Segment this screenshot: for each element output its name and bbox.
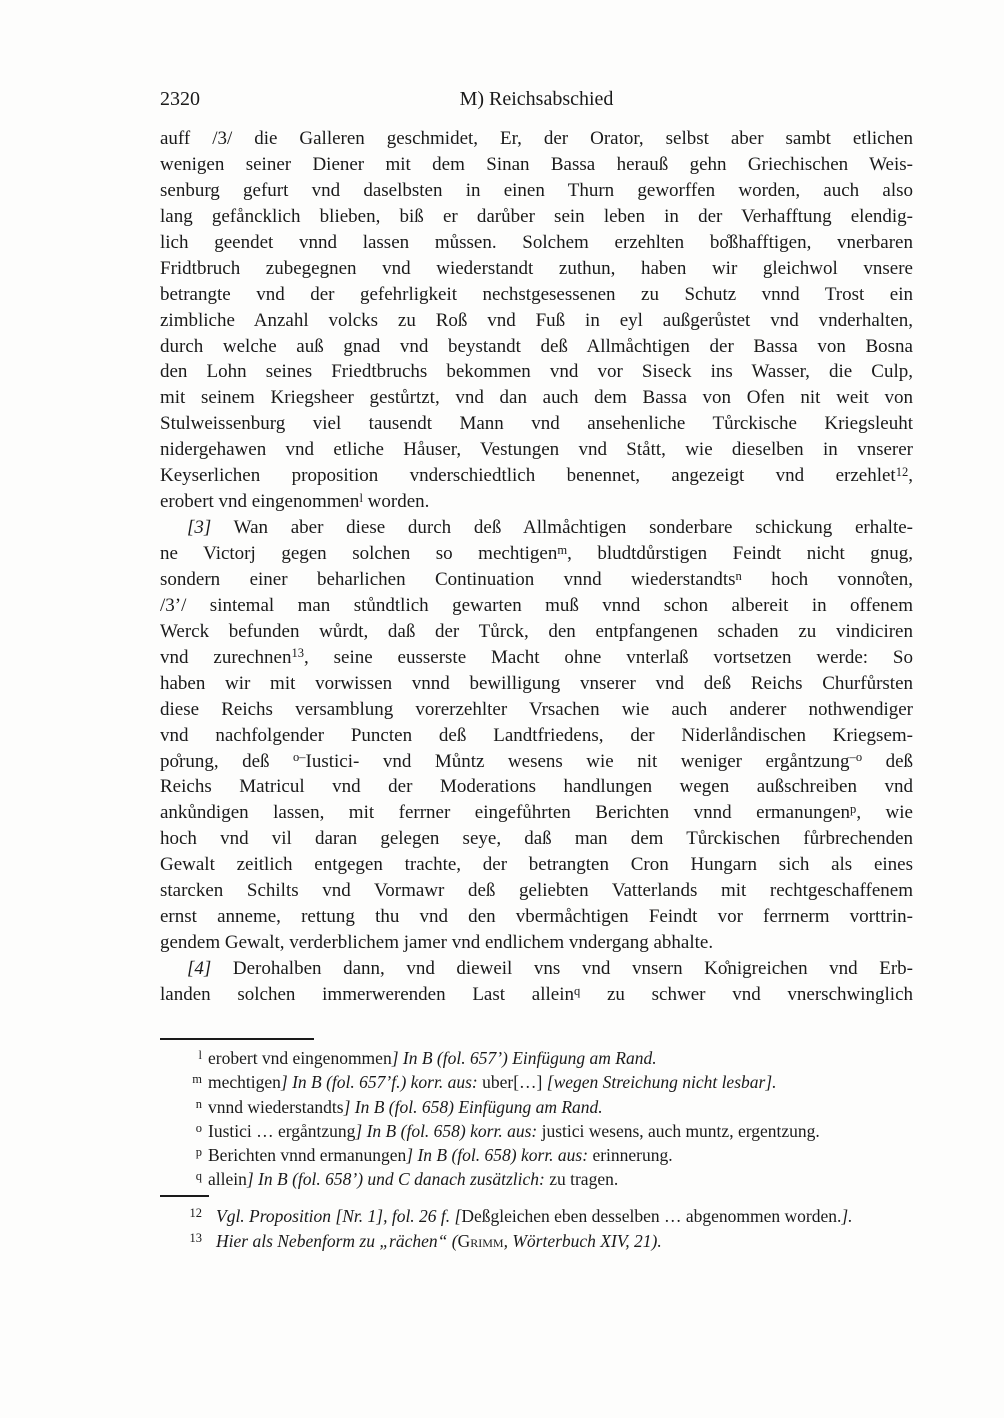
text-line <box>160 956 913 982</box>
text-line <box>160 515 913 541</box>
text-segment: Keyserlichen proposition vnderschiedtlich benennet, angezeigt vnd erzehlet <box>160 465 896 487</box>
text-line <box>160 541 913 567</box>
footnote <box>160 1070 913 1094</box>
text-line <box>160 152 913 178</box>
text-segment: n <box>735 568 742 583</box>
text-segment: auff /3/ die Galleren geschmidet, Er, der Orator, selbst aber sambt etlichen <box>160 128 913 149</box>
text-segment: Hier als Nebenform zu „rächen“ ( <box>216 1231 458 1252</box>
text-segment: p <box>850 802 857 817</box>
text-segment: Reichs Matricul vnd der Moderations handlungen wegen außschreiben vnd <box>160 776 913 798</box>
footnote <box>160 1167 913 1191</box>
text-segment: Grimm <box>457 1231 504 1252</box>
footnote-marker: l <box>198 1048 202 1062</box>
numbered-footnotes <box>160 1204 913 1254</box>
text-segment: Iustici … ergåntzung <box>208 1120 356 1141</box>
text-line <box>160 878 913 904</box>
text-segment: uber[…] <box>482 1072 547 1093</box>
text-segment: hoch vonno̊ten, <box>741 568 914 590</box>
page-number: 2320 <box>160 88 200 110</box>
text-segment: den Lohn seines Friedtbruchs bekommen vnd vor Siseck ins Wasser, die Culp, <box>160 361 913 383</box>
footnote-marker: m <box>192 1072 202 1087</box>
footnote-marker: q <box>195 1169 202 1184</box>
text-line <box>160 645 913 671</box>
text-segment: ] In B (fol. 658) korr. aus: <box>355 1120 542 1141</box>
text-segment: , bludtdůrstigen Feindt nicht gnug, <box>567 543 913 564</box>
text-segment: Deßgleichen eben desselben … abgenommen worden. <box>461 1206 842 1226</box>
text-line <box>160 982 913 1008</box>
text-line <box>160 852 913 878</box>
text-segment: [4] <box>187 958 212 979</box>
text-segment: haben wir mit vorwissen vnnd bewilligung vnserer vnd deß Reichs Churfůrsten <box>160 672 913 694</box>
text-segment: vnd zurechnen <box>160 646 292 668</box>
text-segment: vnnd wiederstandts <box>208 1096 344 1117</box>
text-line <box>160 904 913 930</box>
text-line <box>160 800 913 826</box>
text-line <box>160 697 913 723</box>
text-segment: ankůndigen lassen, mit ferrner eingefůhrten Berichten vnnd ermanungen <box>160 802 851 824</box>
text-segment: Werck befunden wůrdt, daß der Tůrck, den entpfangenen schaden zu vindiciren <box>160 620 913 642</box>
text-segment: Iustici- vnd Můntz wesens wie nit weniger ergåntzung <box>305 750 850 772</box>
text-segment: ] In B (fol. 658’) und C danach zusätzlich: <box>246 1169 550 1190</box>
text-line <box>160 671 913 697</box>
text-segment: justici wesens, auch muntz, ergentzung. <box>541 1120 820 1141</box>
text-segment: zu tragen. <box>549 1169 619 1190</box>
text-segment: durch welche auß gnad vnd beystandt deß Allmåchtigen der Bassa von Bosna <box>160 335 913 357</box>
text-segment: Fridtbruch zubegegnen vnd wiederstandt zuthun, haben wir gleichwol vnsere <box>160 257 913 279</box>
text-segment: gendem Gewalt, verderblichem jamer vnd endlichem vndergang abhalte. <box>160 932 714 954</box>
text-line <box>160 437 913 463</box>
text-line <box>160 930 913 956</box>
text-segment: sondern einer beharlichen Continuation vnnd wiederstandts <box>160 568 736 590</box>
text-line <box>160 411 913 437</box>
footnote <box>160 1119 913 1143</box>
text-segment: worden. <box>362 491 430 513</box>
text-segment: , seine eusserste Macht ohne vnterlaß vortsetzen werde: So <box>303 646 913 668</box>
text-segment: , <box>908 465 913 487</box>
text-line <box>160 619 913 645</box>
text-line <box>160 359 913 385</box>
text-segment: mit seinem Kriegsheer gestůrtzt, vnd dan auch dem Bassa von Ofen nit weit von <box>160 387 913 409</box>
footnote-marker: o <box>195 1120 202 1135</box>
text-segment: ] In B (fol. 658) korr. aus: <box>406 1145 593 1166</box>
text-segment: erobert vnd eingenommen <box>208 1048 392 1068</box>
text-segment: allein <box>208 1169 247 1190</box>
text-line <box>160 774 913 800</box>
footnote <box>160 1143 913 1167</box>
footnote-marker: 12 <box>189 1206 202 1220</box>
text-line <box>160 204 913 230</box>
text-segment: zimbliche Anzahl volcks zu Roß vnd Fuß in eyl außgerůstet vnd vnderhalten, <box>160 309 913 331</box>
text-segment: mechtigen <box>208 1072 281 1093</box>
text-line <box>160 749 913 775</box>
text-segment: ] In B (fol. 657’) Einfügung am Rand. <box>391 1048 657 1068</box>
text-segment: /3’/ sintemal man stůndtlich gewarten muß vnnd schon albereit in offenem <box>160 594 913 616</box>
text-segment: m <box>557 542 568 557</box>
text-line <box>160 385 913 411</box>
footnote <box>160 1046 913 1070</box>
text-segment: Derohalben dann, vnd dieweil vns vnd vnsern Ko̊nigreichen vnd Erb- <box>211 958 913 979</box>
text-segment: Stulweissenburg viel tausendt Mann vnd ansehenliche Tůrckische Kriegsleuht <box>160 413 913 435</box>
text-segment: Wan aber diese durch deß Allmåchtigen sonderbare schickung erhalte- <box>211 517 913 539</box>
text-segment: deß <box>862 750 914 772</box>
text-line <box>160 593 913 619</box>
page-header <box>160 86 913 112</box>
footnote-separator-rule <box>160 1038 314 1040</box>
text-segment: erinnerung. <box>592 1145 673 1166</box>
text-line <box>160 230 913 256</box>
numbered-footnote-separator-rule <box>160 1195 209 1197</box>
text-segment: q <box>573 983 581 998</box>
footnote <box>160 1095 913 1119</box>
text-line <box>160 256 913 282</box>
footnote-marker: 13 <box>189 1231 202 1246</box>
text-segment: starcken Schilts vnd Vormawr deß geliebten Vatterlands mit rechtgeschaffenem <box>160 880 913 902</box>
text-segment: lich geendet vnnd lassen můssen. Solchem erzehlten bo̊ßhafftigen, vnerbaren <box>160 231 913 253</box>
footnote <box>160 1204 913 1229</box>
text-segment: betrangte vnd der gefehrligkeit nechstgesessenen zu Schutz vnnd Trost ein <box>160 283 913 305</box>
letter-footnotes <box>160 1046 913 1192</box>
text-line <box>160 308 913 334</box>
footnote-marker: n <box>195 1096 202 1111</box>
footnote <box>160 1229 913 1254</box>
running-head: M) Reichsabschied <box>459 88 614 110</box>
text-line <box>160 334 913 360</box>
text-segment: [wegen Streichung nicht lesbar]. <box>546 1072 777 1093</box>
text-segment: 12 <box>895 464 909 479</box>
text-segment: ] In B (fol. 658) Einfügung am Rand. <box>343 1096 603 1117</box>
text-segment: o– <box>293 750 306 765</box>
footnote-marker: p <box>195 1145 202 1160</box>
text-segment: vnd nachfolgender Puncten deß Landtfriedens, der Niderlåndischen Kriegsem- <box>160 724 913 746</box>
text-segment: l <box>359 490 363 505</box>
text-segment: Berichten vnnd ermanungen <box>208 1145 407 1166</box>
text-segment: ne Victorj gegen solchen so mechtigen <box>160 543 558 564</box>
text-line <box>160 567 913 593</box>
text-segment: –o <box>849 750 863 765</box>
text-segment: Vgl. Proposition [Nr. 1], fol. 26 f. [ <box>216 1206 462 1226</box>
text-line <box>160 723 913 749</box>
text-line <box>160 463 913 489</box>
text-segment: nidergehawen vnd etliche Håuser, Vestungen vnd Stått, wie dieselben in vnserer <box>160 439 913 461</box>
text-segment: hoch vnd vil daran gelegen seye, daß man dem Tůrckischen fůrbrechenden <box>160 828 913 850</box>
main-text <box>160 126 913 1008</box>
text-line <box>160 826 913 852</box>
text-segment: erobert vnd eingenommen <box>160 491 360 513</box>
text-line <box>160 178 913 204</box>
text-segment: diese Reichs versamblung vorerzehlter Vrsachen wie auch anderer nothwendiger <box>160 698 913 720</box>
text-segment: [3] <box>187 517 212 539</box>
text-line <box>160 489 913 515</box>
text-segment: landen solchen immerwerenden Last allein <box>160 983 574 1005</box>
text-segment: po̊rung, deß <box>160 750 293 772</box>
text-segment: , wie <box>856 802 913 824</box>
text-segment: zu schwer vnd vnerschwinglich <box>580 983 913 1005</box>
text-segment: Gewalt zeitlich entgegen trachte, der betrangten Cron Hungarn sich als eines <box>160 854 913 876</box>
text-line <box>160 126 913 152</box>
text-segment: ] In B (fol. 657’f.) korr. aus: <box>280 1072 483 1093</box>
text-line <box>160 282 913 308</box>
text-segment: wenigen seiner Diener mit dem Sinan Bassa herauß gehn Griechischen Weis- <box>160 153 913 175</box>
text-segment: lang gefåncklich blieben, biß er darůber sein leben in der Verhafftung elendig- <box>160 205 913 227</box>
text-segment: ]. <box>841 1206 853 1226</box>
text-segment: 13 <box>291 646 304 661</box>
text-segment: ernst anneme, rettung thu vnd den vbermåchtigen Feindt vor ferrnerm vorttrin- <box>160 906 913 928</box>
text-segment: senburg gefurt vnd daselbsten in einen Thurn geworffen worden, auch also <box>160 179 913 201</box>
text-segment: , Wörterbuch XIV, 21). <box>503 1231 662 1252</box>
